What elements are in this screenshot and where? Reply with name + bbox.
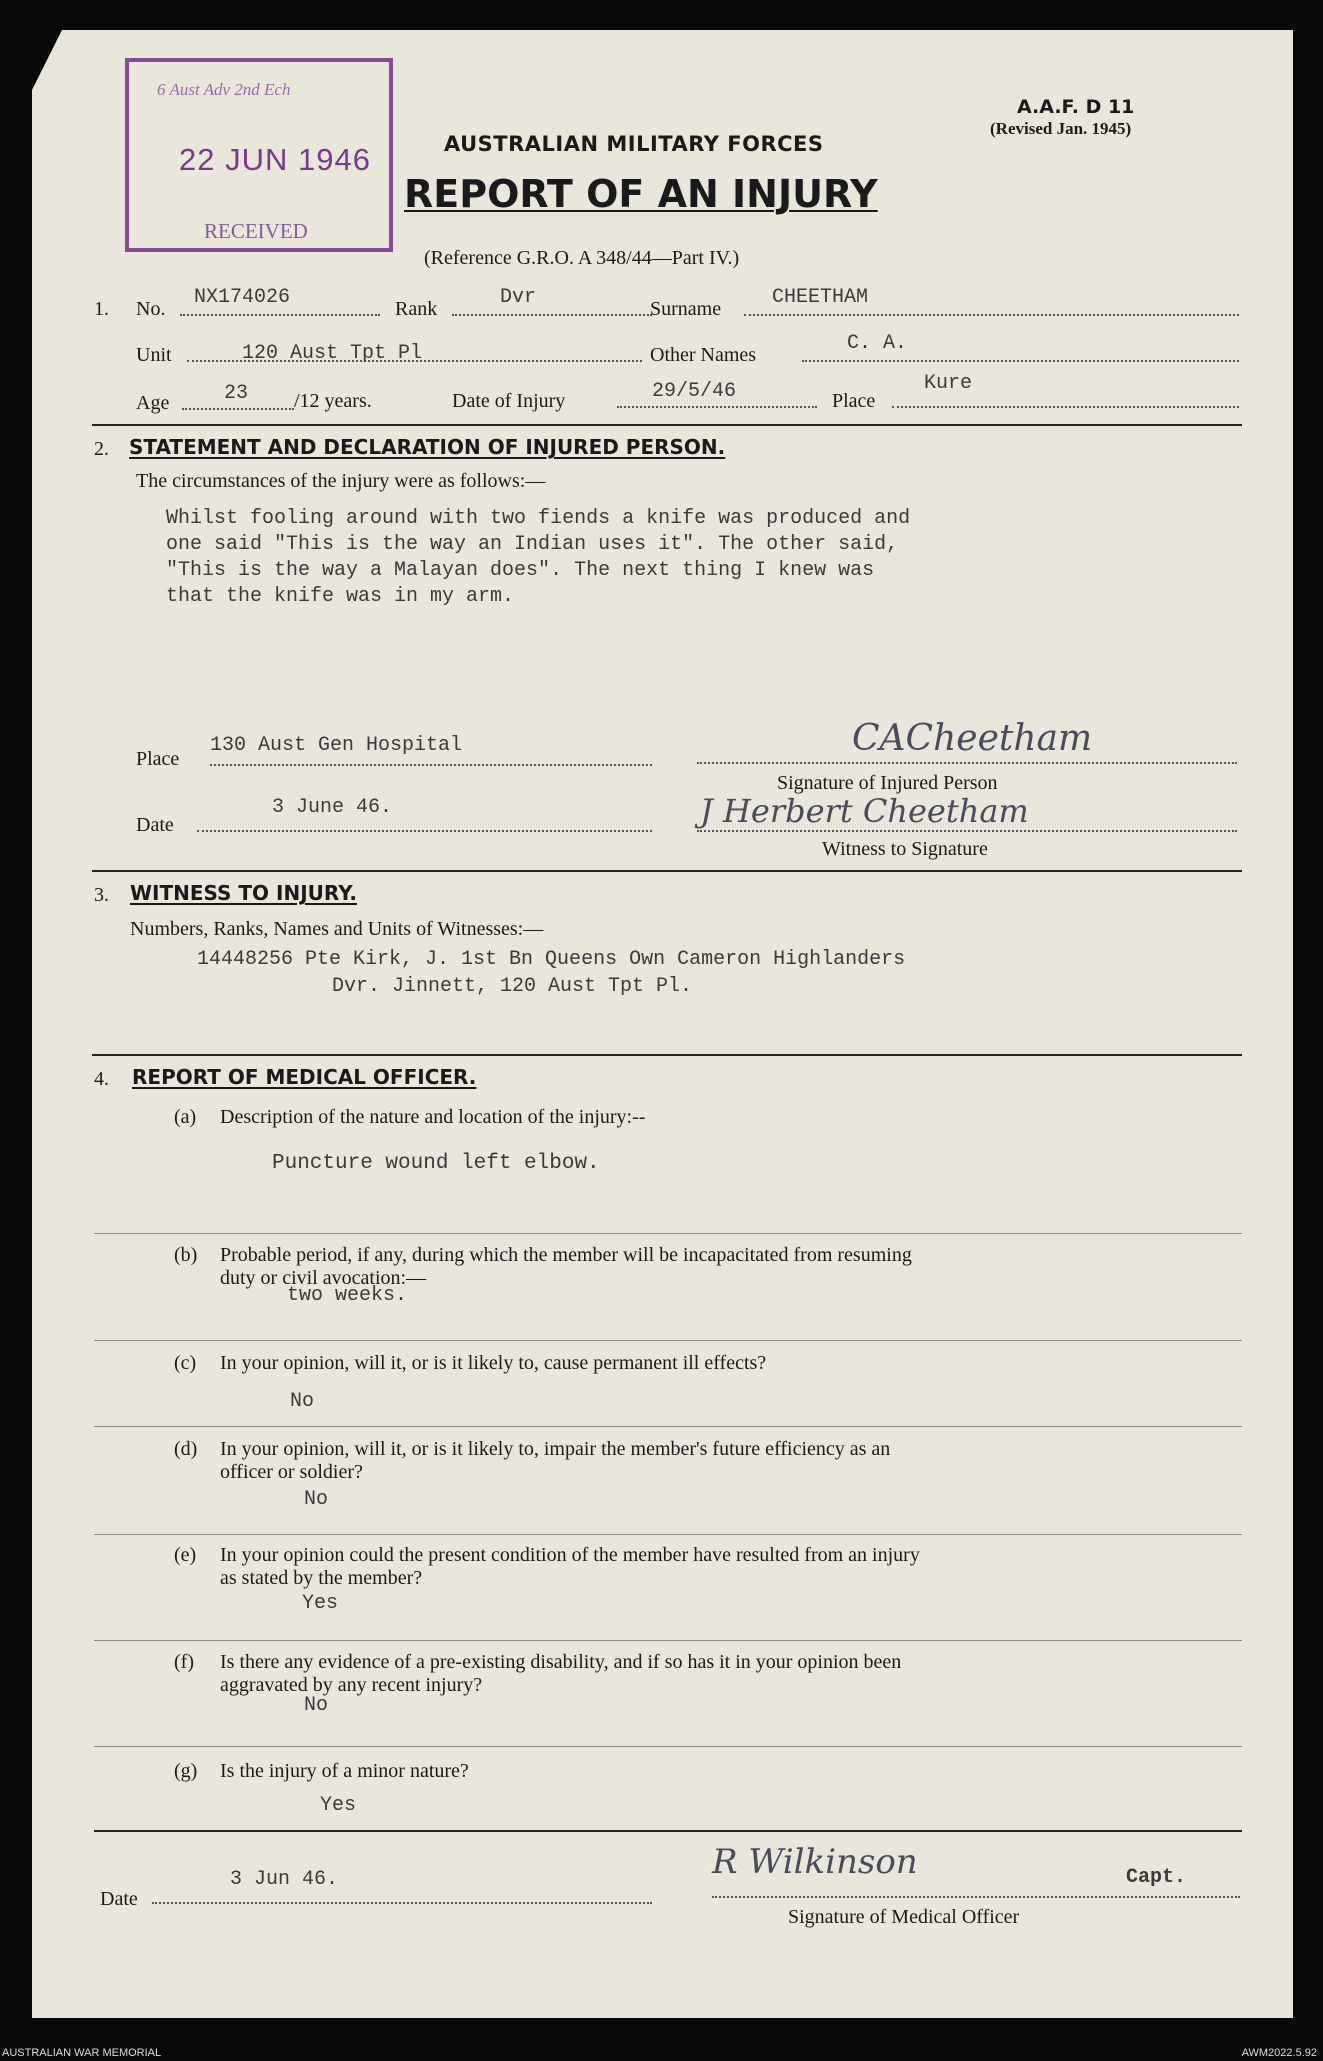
form-code: A.A.F. D 11 xyxy=(1017,96,1135,118)
unit-value: 120 Aust Tpt Pl xyxy=(242,342,423,365)
mo-rank: Capt. xyxy=(1126,1866,1187,1889)
statement-date: 3 June 46. xyxy=(272,796,393,819)
e-answer: Yes xyxy=(302,1592,339,1615)
date-injury-value: 29/5/46 xyxy=(652,380,737,403)
q-b-text-2: duty or civil avocation:— xyxy=(220,1267,427,1289)
stamp-unit: 6 Aust Adv 2nd Ech xyxy=(157,80,291,99)
mo-date: 3 Jun 46. xyxy=(230,1868,339,1891)
section2-number: 2. xyxy=(94,438,109,460)
received-stamp xyxy=(125,58,393,252)
statement-line: that the knife was in my arm. xyxy=(166,585,515,608)
statement-line: one said "This is the way an Indian uses it". The other said, xyxy=(166,533,899,556)
circumstances-label: The circumstances of the injury were as follows:— xyxy=(136,470,546,492)
b-answer: two weeks. xyxy=(287,1284,408,1307)
q-b-label: (b) xyxy=(174,1244,198,1266)
f-answer: No xyxy=(304,1694,329,1717)
section4-number: 4. xyxy=(94,1068,109,1090)
injured-signature: CACheetham xyxy=(852,718,1093,759)
q-g-label: (g) xyxy=(174,1760,198,1782)
date-injury-label: Date of Injury xyxy=(452,390,566,412)
place-value: Kure xyxy=(924,372,973,395)
witness-line: 14448256 Pte Kirk, J. 1st Bn Queens Own Cameron Highlanders xyxy=(197,948,906,971)
place-label: Place xyxy=(832,390,876,412)
witness-line: Dvr. Jinnett, 120 Aust Tpt Pl. xyxy=(332,975,693,998)
section2-heading: STATEMENT AND DECLARATION OF INJURED PERSON. xyxy=(129,435,726,459)
age-suffix: /12 years. xyxy=(294,390,372,412)
other-names-value: C. A. xyxy=(847,332,908,355)
rank-value: Dvr xyxy=(500,286,537,309)
a-answer: Puncture wound left elbow. xyxy=(272,1152,600,1175)
torn-corner xyxy=(32,30,62,90)
g-answer: Yes xyxy=(320,1794,357,1817)
statement-line: "This is the way a Malayan does". The next thing I knew was xyxy=(166,559,875,582)
mo-signature: R Wilkinson xyxy=(712,1842,918,1882)
service-number: NX174026 xyxy=(194,286,291,309)
q-e-label: (e) xyxy=(174,1544,197,1566)
surname-value: CHEETHAM xyxy=(772,286,869,309)
q-b-text: Probable period, if any, during which the member will be incapacitated from resuming xyxy=(220,1244,912,1266)
q-f-label: (f) xyxy=(174,1651,194,1673)
footer-right: AWM2022.5.92 xyxy=(1241,2047,1317,2059)
age-label: Age xyxy=(136,392,170,414)
footer-left: AUSTRALIAN WAR MEMORIAL xyxy=(2,2047,162,2059)
hospital-value: 130 Aust Gen Hospital xyxy=(210,734,463,757)
q-f-text: Is there any evidence of a pre-existing disability, and if so has it in your opinion been xyxy=(220,1651,902,1673)
q-a-label: (a) xyxy=(174,1106,197,1128)
no-label: No. xyxy=(136,298,166,320)
q-c-label: (c) xyxy=(174,1352,197,1374)
q-e-text: In your opinion could the present condition of the member have resulted from an injury xyxy=(220,1544,920,1566)
form-page xyxy=(32,30,1293,2018)
unit-label: Unit xyxy=(136,344,172,366)
page-title: REPORT OF AN INJURY xyxy=(404,172,878,216)
org-heading: AUSTRALIAN MILITARY FORCES xyxy=(444,132,824,156)
witness-signature-label: Witness to Signature xyxy=(822,838,988,860)
other-names-label: Other Names xyxy=(650,344,757,366)
statement-line: Whilst fooling around with two fiends a knife was produced and xyxy=(166,507,911,530)
rank-label: Rank xyxy=(395,298,438,320)
section4-heading: REPORT OF MEDICAL OFFICER. xyxy=(132,1065,477,1089)
stamp-date: 22 JUN 1946 xyxy=(179,142,371,177)
section3-number: 3. xyxy=(94,884,109,906)
form-revised: (Revised Jan. 1945) xyxy=(990,119,1132,138)
date-label-2: Date xyxy=(136,814,174,836)
stamp-received: RECEIVED xyxy=(204,219,308,243)
surname-label: Surname xyxy=(650,298,722,320)
section1-number: 1. xyxy=(94,298,109,320)
q-e-text-2: as stated by the member? xyxy=(220,1567,423,1589)
witness-signature: J Herbert Cheetham xyxy=(700,792,1029,830)
mo-date-label: Date xyxy=(100,1888,138,1910)
d-answer: No xyxy=(304,1488,329,1511)
mo-signature-label: Signature of Medical Officer xyxy=(788,1906,1020,1928)
section3-heading: WITNESS TO INJURY. xyxy=(130,881,357,905)
age-value: 23 xyxy=(224,382,249,405)
q-a-text: Description of the nature and location of the injury:-- xyxy=(220,1106,646,1128)
q-d-label: (d) xyxy=(174,1438,198,1460)
q-d-text-2: officer or soldier? xyxy=(220,1461,363,1483)
q-d-text: In your opinion, will it, or is it likely to, impair the member's future efficiency as an xyxy=(220,1438,891,1460)
reference-line: (Reference G.R.O. A 348/44—Part IV.) xyxy=(424,247,740,269)
q-f-text-2: aggravated by any recent injury? xyxy=(220,1674,483,1696)
signature-label: Signature of Injured Person xyxy=(777,772,998,794)
place-label-2: Place xyxy=(136,748,180,770)
c-answer: No xyxy=(290,1390,315,1413)
q-g-text: Is the injury of a minor nature? xyxy=(220,1760,469,1782)
q-c-text: In your opinion, will it, or is it likely to, cause permanent ill effects? xyxy=(220,1352,767,1374)
witnesses-label: Numbers, Ranks, Names and Units of Witnesses:— xyxy=(130,918,544,940)
